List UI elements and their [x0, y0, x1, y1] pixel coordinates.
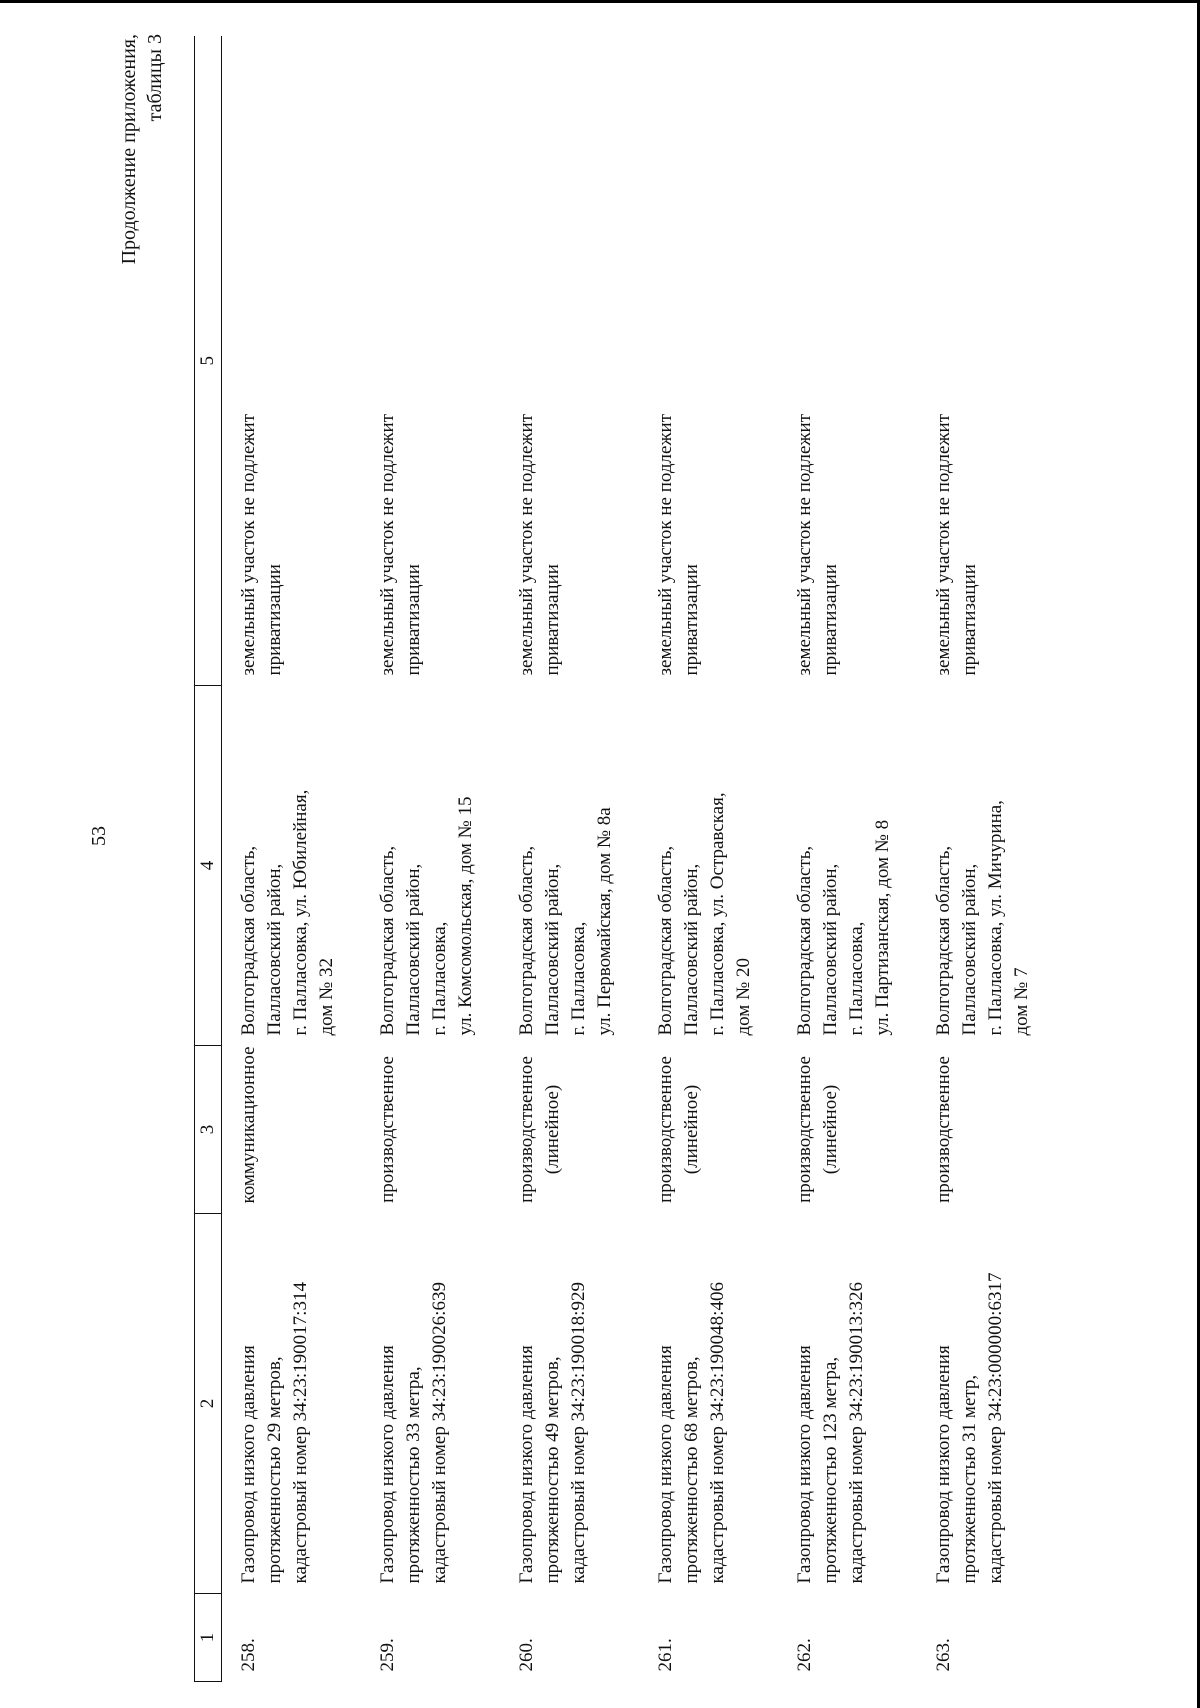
object-address: Волгоградская область, Палласовский район, г. Палласовка, ул. Юбилейная, дом № 32 — [238, 789, 337, 1036]
table-row — [500, 37, 639, 1682]
object-note: земельный участок не подлежит приватизации — [377, 413, 424, 676]
column-header-2: 2 — [195, 1214, 222, 1594]
page-number: 53 — [88, 826, 110, 846]
column-header-5: 5 — [195, 37, 222, 686]
row-number: 260. — [516, 1638, 537, 1672]
column-header-1: 1 — [195, 1594, 222, 1682]
object-note: земельный участок не подлежит приватизации — [933, 413, 980, 676]
row-number: 263. — [933, 1638, 954, 1672]
object-note: земельный участок не подлежит приватизации — [794, 413, 841, 676]
object-purpose: производственное — [377, 1056, 398, 1203]
row-number: 261. — [655, 1638, 676, 1672]
object-purpose: коммуникационное — [238, 1046, 259, 1204]
object-note: земельный участок не подлежит приватизации — [655, 413, 702, 676]
table-row — [639, 37, 778, 1682]
object-address: Волгоградская область, Палласовский район, г. Палласовка, ул. Остравская, дом № 20 — [655, 792, 754, 1036]
property-table — [194, 37, 1056, 1683]
table-row — [778, 37, 917, 1682]
table-header-row — [195, 37, 222, 1682]
row-number: 262. — [794, 1638, 815, 1672]
object-address: Волгоградская область, Палласовский район, г. Палласовка, ул. Мичурина, дом № 7 — [933, 800, 1032, 1036]
column-header-3: 3 — [195, 1046, 222, 1214]
table-row — [361, 37, 500, 1682]
object-address: Волгоградская область, Палласовский район, г. Палласовка, ул. Комсомольская, дом № 15 — [377, 796, 476, 1036]
table-row — [917, 37, 1056, 1682]
object-purpose: производственное (линейное) — [516, 1056, 563, 1203]
column-header-4: 4 — [195, 686, 222, 1046]
row-number: 258. — [238, 1638, 259, 1672]
object-note: земельный участок не подлежит приватизации — [238, 413, 285, 676]
continuation-label: Продолжение приложения, таблицы 3 — [118, 34, 166, 265]
object-address: Волгоградская область, Палласовский район, г. Палласовка, ул. Первомайская, дом № 8а — [516, 807, 615, 1036]
row-number: 259. — [377, 1638, 398, 1672]
object-name: Газопровод низкого давления протяженностью 123 метра, кадастровый номер 34:23:190013:326 — [794, 1282, 867, 1584]
object-purpose: производственное — [933, 1056, 954, 1203]
object-name: Газопровод низкого давления протяженностью 31 метр, кадастровый номер 34:23:000000:6317 — [933, 1272, 1006, 1584]
object-purpose: производственное (линейное) — [655, 1056, 702, 1203]
object-purpose: производственное (линейное) — [794, 1056, 841, 1203]
object-name: Газопровод низкого давления протяженностью 68 метров, кадастровый номер 34:23:190048:406 — [655, 1282, 728, 1584]
object-name: Газопровод низкого давления протяженностью 33 метра, кадастровый номер 34:23:190026:639 — [377, 1282, 450, 1584]
object-note: земельный участок не подлежит приватизации — [516, 413, 563, 676]
object-name: Газопровод низкого давления протяженностью 49 метров, кадастровый номер 34:23:190018:929 — [516, 1282, 589, 1584]
object-name: Газопровод низкого давления протяженностью 29 метров, кадастровый номер 34:23:190017:314 — [238, 1282, 311, 1584]
table-row — [222, 37, 362, 1682]
object-address: Волгоградская область, Палласовский район, г. Палласовка, ул. Партизанская, дом № 8 — [794, 819, 893, 1036]
